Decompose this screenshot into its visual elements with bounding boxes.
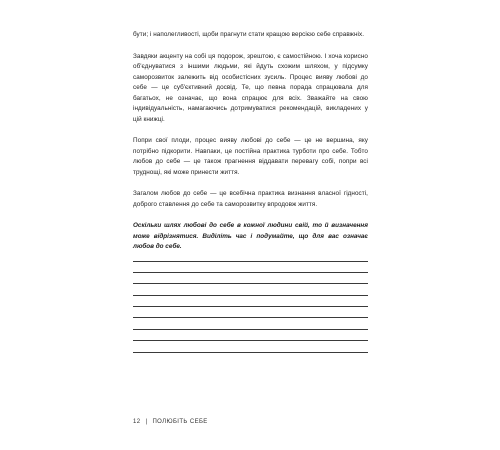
- writing-line[interactable]: [133, 352, 368, 353]
- paragraph-4: Загалом любов до себе — це всебічна практика визнання власної гідності, доброго ставлення до себе та саморозвитку впродовж життя.: [133, 190, 368, 208]
- writing-line[interactable]: [133, 295, 368, 296]
- writing-line[interactable]: [133, 340, 368, 341]
- paragraph-1: бути; і наполегливості, щоби прагнути стати кращою версією себе справжніх.: [133, 31, 365, 38]
- page-number: 12: [133, 419, 141, 425]
- page-body: [133, 30, 368, 363]
- writing-line[interactable]: [133, 306, 368, 307]
- page-footer: [133, 419, 208, 425]
- exercise-prompt: Оскільки шлях любові до себе в кожної людини свій, то й визначення може відрізнятися. Виділіть час і подумайте, що для вас означає любов до себе.: [133, 222, 368, 250]
- paragraph-3: Попри свої плоди, процес вияву любові до себе — це не вершина, яку потрібно підкорити. Навпаки, це постійна практика турботи про себе. Тобто любов до себе — це також прагнення віддавати перевагу собі, попри всі труднощі, які може принести життя.: [133, 137, 368, 176]
- paragraph-2: Завдяки акценту на собі ця подорож, зрештою, є самостійною. І хоча корисно об'єднуватися з іншими людьми, які йдуть схожим шляхом, у підсумку саморозвиток залежить від особистісних зусиль. Процес вияву любові до себе — це суб'єктивний досвід. Те, що певна порада спрацювала для багатьох, не означає, що вона спрацює для всіх. Зважайте на свою індивідуальність, намагаючись дотримуватися рекомендацій, викладених у цій книжці.: [133, 52, 368, 123]
- writing-line[interactable]: [133, 317, 368, 318]
- writing-line[interactable]: [133, 329, 368, 330]
- writing-line[interactable]: [133, 272, 368, 273]
- writing-lines: [133, 261, 368, 353]
- running-title: ПОЛЮБІТЬ СЕБЕ: [152, 419, 208, 425]
- writing-line[interactable]: [133, 261, 368, 262]
- writing-line[interactable]: [133, 283, 368, 284]
- footer-separator: |: [145, 419, 148, 425]
